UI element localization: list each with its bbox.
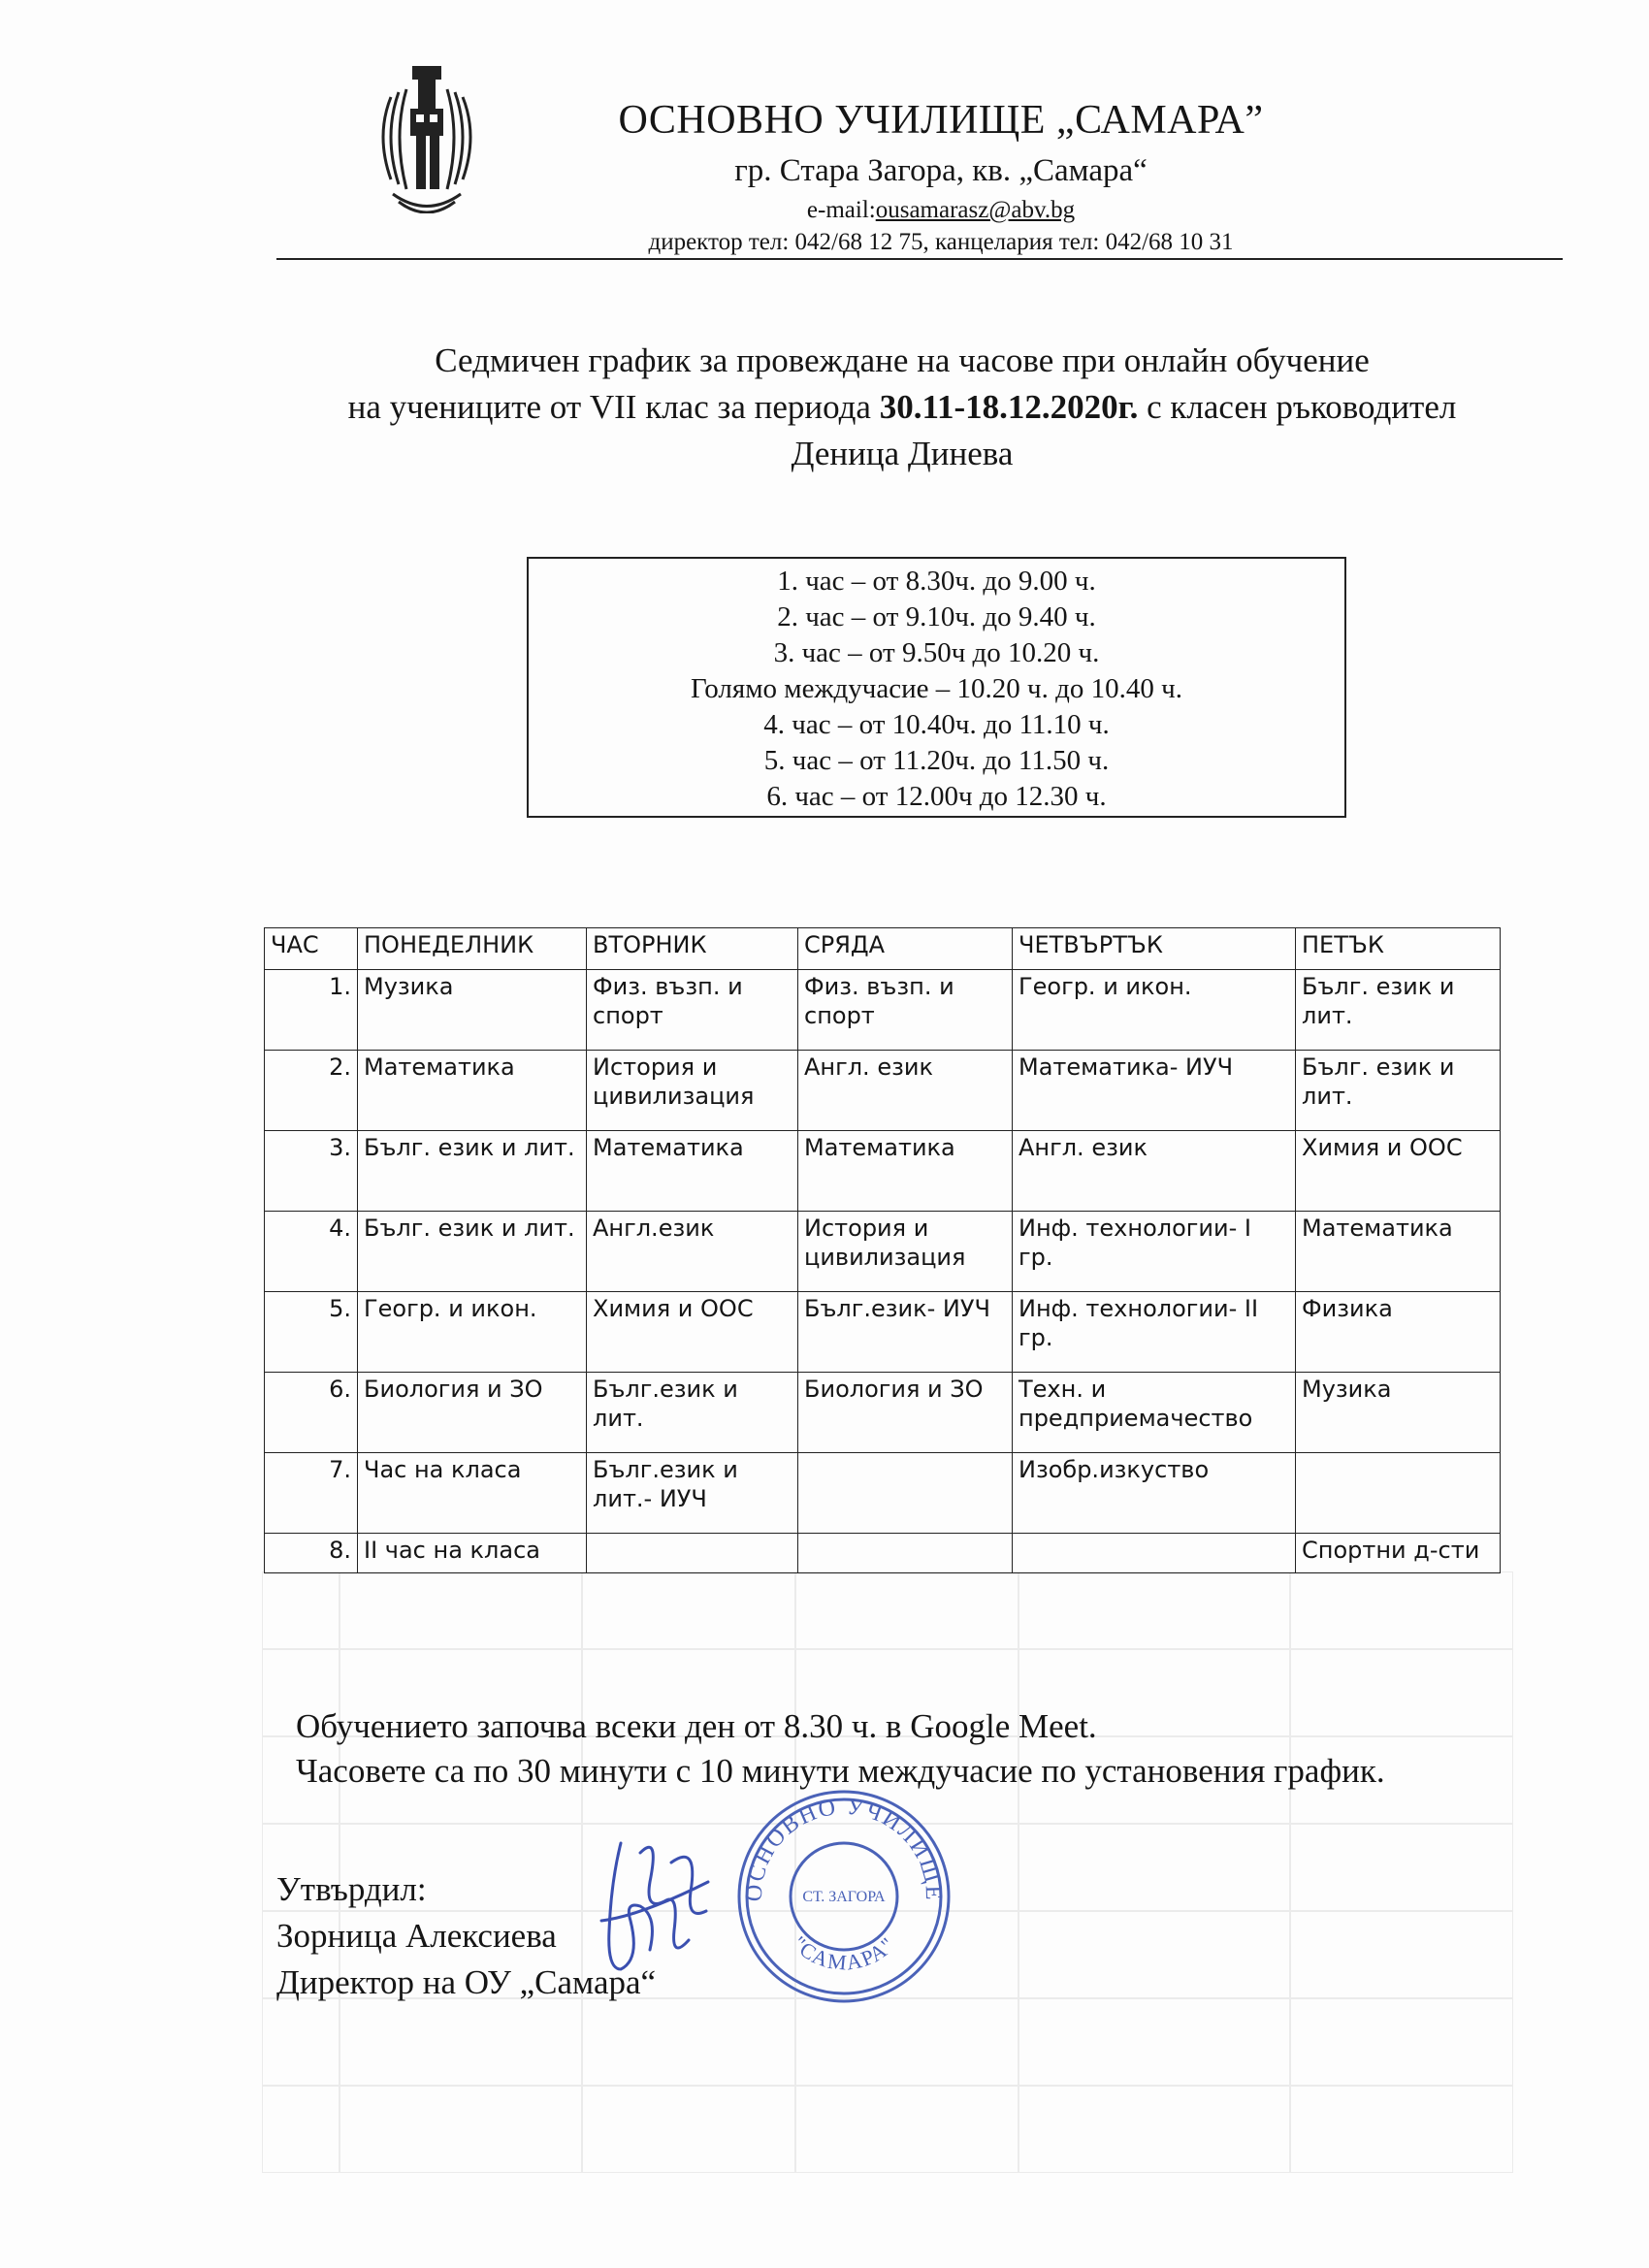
table-cell: Англ. език (1013, 1131, 1296, 1212)
table-cell: Физ. възп. и спорт (798, 970, 1013, 1051)
title-line-1: Седмичен график за провеждане на часове при онлайн обучение (435, 341, 1370, 379)
bell-item: 6. час – от 12.00ч до 12.30 ч. (766, 781, 1107, 812)
table-row (265, 970, 1501, 1051)
table-cell: Бълг. език и лит. (1296, 1051, 1501, 1131)
school-email (543, 197, 1339, 224)
header-cell: СРЯДА (798, 928, 1013, 970)
table-cell: Физ. възп. и спорт (587, 970, 798, 1051)
table-cell: Инф. технологии- I гр. (1013, 1212, 1296, 1292)
school-address: гр. Стара Загора, кв. „Самара“ (734, 153, 1148, 188)
period-number: 4. (265, 1212, 358, 1292)
table-cell: Математика (358, 1051, 587, 1131)
table-cell: Математика (798, 1131, 1013, 1212)
table-row (265, 1212, 1501, 1292)
title-class: на учениците от VII клас за периода (347, 388, 880, 426)
bell-schedule (527, 557, 1346, 818)
approval-label: Утвърдил: (276, 1870, 427, 1908)
school-stamp (732, 1785, 955, 2008)
period-number: 5. (265, 1292, 358, 1373)
timetable (264, 927, 1501, 1573)
svg-text:ОСНОВНО УЧИЛИЩЕ (742, 1795, 947, 1902)
bell-item: 3. час – от 9.50ч до 10.20 ч. (773, 637, 1100, 668)
table-row (265, 1131, 1501, 1212)
bell-item: 1. час – от 8.30ч. до 9.00 ч. (777, 566, 1096, 597)
title-teacher-label: с класен ръководител (1138, 388, 1457, 426)
table-cell (587, 1534, 798, 1573)
table-cell: II час на класа (358, 1534, 587, 1573)
table-row (265, 1373, 1501, 1453)
note-start: Обучението започва всеки ден от 8.30 ч. в Google Meet. (296, 1707, 1097, 1745)
table-cell (798, 1453, 1013, 1534)
title-line-2 (272, 384, 1533, 431)
table-cell: Бълг. език и лит. (358, 1212, 587, 1292)
table-cell: Физика (1296, 1292, 1501, 1373)
handwritten-signature (582, 1824, 718, 1989)
table-row (265, 1453, 1501, 1534)
email-label: e-mail: (806, 197, 876, 223)
table-row (265, 1534, 1501, 1573)
table-row (265, 1051, 1501, 1131)
stamp-outer-text: ОСНОВНО УЧИЛИЩЕ (741, 1794, 947, 1902)
bell-item: 5. час – от 11.20ч. до 11.50 ч. (763, 745, 1110, 776)
table-cell: Музика (358, 970, 587, 1051)
school-phones: директор тел: 042/68 12 75, канцелария тел: 042/68 10 31 (648, 229, 1234, 255)
stamp-inner-text: СТ. ЗАГОРА (802, 1889, 886, 1905)
table-cell: Бълг. език и лит. (1296, 970, 1501, 1051)
table-cell: Математика (1296, 1212, 1501, 1292)
bell-item: 2. час – от 9.10ч. до 9.40 ч. (777, 601, 1096, 632)
period-number: 2. (265, 1051, 358, 1131)
table-cell: Техн. и предприемачество (1013, 1373, 1296, 1453)
email-link[interactable]: ousamarasz@abv.bg (875, 197, 1076, 223)
table-cell: Химия и ООС (587, 1292, 798, 1373)
document-title (272, 338, 1533, 477)
table-cell: История и цивилизация (798, 1212, 1013, 1292)
header-divider (276, 258, 1563, 260)
title-period: 30.11-18.12.2020г. (879, 388, 1139, 426)
table-cell (798, 1534, 1013, 1573)
svg-text:"САМАРА" (788, 1931, 901, 1975)
period-number: 7. (265, 1453, 358, 1534)
timetable-header-row (265, 928, 1501, 970)
header-cell: ВТОРНИК (587, 928, 798, 970)
table-cell: Бълг. език и лит. (358, 1131, 587, 1212)
table-cell: Геогр. и икон. (358, 1292, 587, 1373)
table-cell: Инф. технологии- II гр. (1013, 1292, 1296, 1373)
note-duration: Часовете са по 30 минути с 10 минути междучасие по установения график. (296, 1752, 1385, 1790)
header-cell: ЧЕТВЪРТЪК (1013, 928, 1296, 970)
table-cell: Спортни д-сти (1296, 1534, 1501, 1573)
period-number: 3. (265, 1131, 358, 1212)
period-number: 6. (265, 1373, 358, 1453)
approver-position: Директор на ОУ „Самара“ (276, 1963, 657, 2001)
table-cell: Бълг.език и лит. (587, 1373, 798, 1453)
header-cell: ПЕТЪК (1296, 928, 1501, 970)
title-teacher-name: Деница Динева (791, 435, 1014, 472)
table-cell: Бълг.език и лит.- ИУЧ (587, 1453, 798, 1534)
table-cell: Бълг.език- ИУЧ (798, 1292, 1013, 1373)
table-cell: Англ. език (798, 1051, 1013, 1131)
table-cell: Химия и ООС (1296, 1131, 1501, 1212)
period-number: 8. (265, 1534, 358, 1573)
table-cell: Математика (587, 1131, 798, 1212)
table-cell: Музика (1296, 1373, 1501, 1453)
stamp-bottom-text: "САМАРА" (787, 1930, 901, 1975)
table-cell: Биология и ЗО (798, 1373, 1013, 1453)
table-cell (1296, 1453, 1501, 1534)
table-cell: Час на класа (358, 1453, 587, 1534)
table-cell: Математика- ИУЧ (1013, 1051, 1296, 1131)
header-cell: ПОНЕДЕЛНИК (358, 928, 587, 970)
table-cell: Геогр. и икон. (1013, 970, 1296, 1051)
period-number: 1. (265, 970, 358, 1051)
table-row (265, 1292, 1501, 1373)
table-cell: Биология и ЗО (358, 1373, 587, 1453)
approver-name: Зорница Алексиева (276, 1917, 557, 1955)
table-cell: Изобр.изкуство (1013, 1453, 1296, 1534)
school-name: ОСНОВНО УЧИЛИЩЕ „САМАРА” (618, 98, 1264, 143)
bell-item: 4. час – от 10.40ч. до 11.10 ч. (763, 709, 1110, 740)
header-cell: ЧАС (265, 928, 358, 970)
table-cell: История и цивилизация (587, 1051, 798, 1131)
school-logo (373, 58, 480, 213)
table-cell (1013, 1534, 1296, 1573)
bell-item: Голямо междучасие – 10.20 ч. до 10.40 ч. (691, 673, 1182, 704)
table-cell: Англ.език (587, 1212, 798, 1292)
